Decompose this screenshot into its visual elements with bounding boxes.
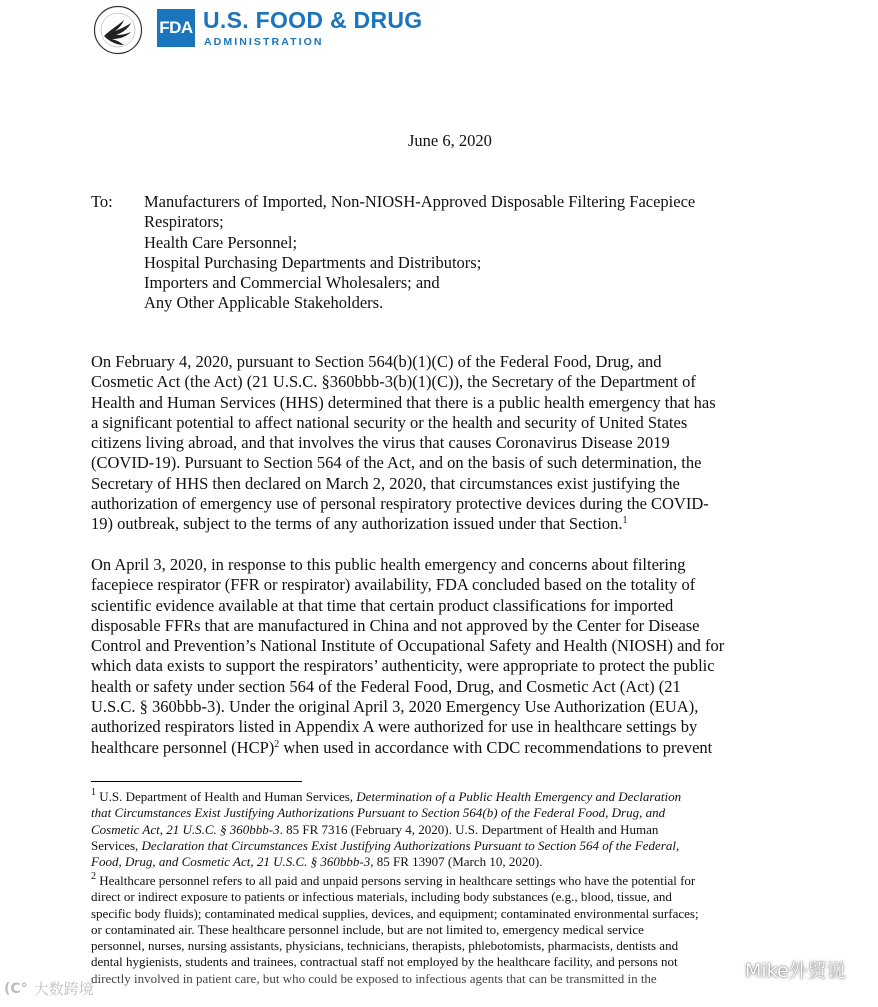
agency-name: U.S. FOOD & DRUG [203, 7, 423, 33]
text-span-italic: Declaration that Circumstances Exist Justifying Authorizations Pursuant to Section 564 of the Federal, [141, 837, 680, 853]
letter-date: June 6, 2020 [408, 131, 492, 150]
recipient-list [144, 192, 695, 314]
text-line: Health and Human Services (HHS) determined that there is a public health emergency that has [91, 392, 716, 412]
text-line: dental hygienists, students and trainees, contractual staff not employed by the healthcare facility, and persons not [91, 954, 678, 970]
text-line: authorization of emergency use of personal respiratory protective devices during the COVID- [91, 494, 709, 514]
text-line: a significant potential to affect national security or the health and security of United States [91, 412, 688, 432]
text-line [91, 838, 681, 854]
recipient-line: Respirators; [144, 212, 224, 232]
text-line: facepiece respirator (FFR or respirator) availability, FDA concluded based on the totality of [91, 575, 696, 595]
watermark-right-text: Mike外贸说 [745, 960, 846, 982]
text-line [91, 789, 681, 805]
paragraph-eua-background [91, 555, 724, 758]
footnote-ref-2[interactable]: 2 [274, 738, 280, 750]
text-span: U.S. Department of Health and Human Services, [96, 789, 357, 804]
footnote-1 [91, 789, 681, 870]
paragraph-hhs-determination [91, 352, 716, 535]
text-span: when used in accordance with CDC recommendations to prevent [279, 737, 713, 757]
text-span: 19) outbreak, subject to the terms of any authorization issued under that Section. [91, 514, 623, 534]
text-line: U.S.C. § 360bbb-3). Under the original April 3, 2020 Emergency Use Authorization (EUA), [91, 697, 699, 717]
fda-logo-badge: FDA [157, 9, 195, 47]
text-span: , 85 FR 13907 (March 10, 2020). [370, 854, 543, 870]
text-line: disposable FFRs that are manufactured in China and not approved by the Center for Disease [91, 615, 700, 635]
text-line: Secretary of HHS then declared on March 2, 2020, that circumstances exist justifying the [91, 473, 680, 493]
text-line: or contaminated air. These healthcare personnel include, but are not limited to, emergency medical service [91, 921, 644, 937]
text-line [91, 738, 724, 758]
text-line: On April 3, 2020, in response to this public health emergency and concerns about filtering [91, 555, 686, 574]
watermark-right [712, 956, 846, 983]
to-label: To: [91, 192, 113, 211]
watermark-left-text: 大数跨境 [33, 980, 94, 998]
text-span-italic: Determination of a Public Health Emergency and Declaration [356, 789, 682, 804]
footnote-2 [91, 873, 699, 987]
text-line [91, 805, 681, 821]
footnote-marker: 2 [91, 871, 96, 882]
wechat-icon [712, 959, 738, 981]
text-line: directly involved in patient care, but who could be exposed to infectious agents that can be transmitted in the [91, 970, 657, 986]
text-line: direct or indirect exposure to patients or infectious materials, including body substances (e.g., blood, tissue, and [91, 889, 672, 905]
footnote-divider [91, 781, 302, 782]
text-line [91, 822, 681, 838]
text-span-italic: that Circumstances Exist Justifying Authorizations Pursuant to Section 564(b) of the Federal Food, Drug, and [91, 805, 666, 821]
watermark-left [4, 978, 94, 999]
text-line: citizens living abroad, and that involves the virus that causes Coronavirus Disease 2019 [91, 433, 670, 453]
footnote-ref-1[interactable]: 1 [622, 515, 628, 527]
recipient-line: Importers and Commercial Wholesalers; and [144, 273, 440, 293]
agency-subtitle: ADMINISTRATION [204, 36, 324, 48]
text-line: On February 4, 2020, pursuant to Section 564(b)(1)(C) of the Federal Food, Drug, and [91, 352, 662, 371]
text-line: specific body fluids); contaminated medical supplies, devices, and equipment; contaminated environmental surfaces; [91, 905, 699, 921]
text-span-italic: Food, Drug, and Cosmetic Act, 21 U.S.C. § 360bbb-3 [91, 854, 371, 870]
text-line [91, 514, 716, 534]
text-line: which data exists to support the respirators’ authenticity, were appropriate to protect the public [91, 656, 715, 676]
text-line [91, 854, 681, 870]
text-span-italic: Cosmetic Act, 21 U.S.C. § 360bbb-3 [91, 821, 280, 837]
text-span: Services, [91, 837, 142, 853]
text-line: (COVID-19). Pursuant to Section 564 of the Act, and on the basis of such determination, the [91, 453, 702, 473]
recipient-line: Hospital Purchasing Departments and Distributors; [144, 252, 482, 272]
text-span: Healthcare personnel refers to all paid and unpaid persons serving in healthcare settings who have the potential for [96, 873, 696, 888]
footnote-marker: 1 [91, 787, 96, 798]
recipient-line: Health Care Personnel; [144, 232, 298, 252]
text-line: personnel, nurses, nursing assistants, physicians, technicians, therapists, phlebotomists, pharmacists, dentists and [91, 938, 679, 954]
text-line: Cosmetic Act (the Act) (21 U.S.C. §360bbb-3(b)(1)(C)), the Secretary of the Department of [91, 372, 696, 392]
text-span: . 85 FR 7316 (February 4, 2020). U.S. Department of Health and Human [279, 821, 659, 837]
hhs-seal-icon [93, 5, 143, 55]
text-line [91, 873, 699, 889]
text-line: authorized respirators listed in Appendix A were authorized for use in healthcare settings by [91, 717, 698, 737]
recipient-line: Manufacturers of Imported, Non-NIOSH-Approved Disposable Filtering Facepiece [144, 192, 696, 211]
recipient-line: Any Other Applicable Stakeholders. [144, 293, 384, 313]
text-span: healthcare personnel (HCP) [91, 737, 275, 757]
text-line: scientific evidence available at that time that certain product classifications for imported [91, 595, 674, 615]
watermark-logo-icon: (C° [4, 980, 28, 997]
text-line: Control and Prevention’s National Institute of Occupational Safety and Health (NIOSH) and for [91, 636, 725, 656]
text-line: health or safety under section 564 of the Federal Food, Drug, and Cosmetic Act (Act) (21 [91, 676, 681, 696]
